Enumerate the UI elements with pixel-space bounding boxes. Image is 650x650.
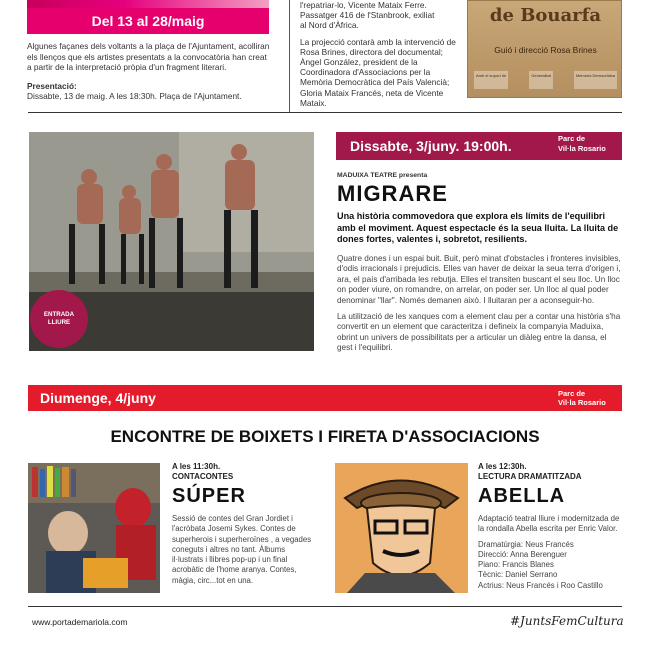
projection-line: l'repatriar-lo, Vicente Mataix Ferre. — [300, 0, 427, 10]
badge-line: ENTRADA — [43, 311, 75, 318]
badge-line: LLIURE — [47, 319, 71, 326]
venue-line: Parc de — [558, 389, 586, 398]
sunday-date: Diumenge, 4/juny — [40, 390, 156, 406]
event-title: ENCONTRE DE BOIXETS I FIRETA D'ASSOCIACIONS — [110, 427, 540, 446]
sunday-date-bar — [28, 385, 622, 411]
company-presents: MADUIXA TEATRE presenta — [337, 172, 428, 179]
migrare-date: Dissabte, 3/juny. 19:00h. — [350, 138, 512, 154]
abella-credit: Direcció: Anna Berenguer — [478, 549, 567, 559]
show-body — [337, 254, 622, 360]
sponsor-logo: Amb el suport de — [474, 71, 508, 89]
migrare-venue — [558, 134, 606, 154]
sunday-venue — [558, 389, 606, 407]
footer-url[interactable]: www.portademariola.com — [32, 617, 128, 627]
abella-illustration — [335, 463, 468, 593]
footer-divider — [28, 606, 622, 607]
presentation-label: Presentació: — [27, 80, 77, 91]
abella-title: ABELLA — [478, 485, 566, 507]
super-category: CONTACONTES — [172, 472, 234, 481]
footer-hashtag: #JuntsFemCultura — [510, 614, 624, 628]
venue-line: Vil·la Rosario — [558, 144, 606, 153]
projection-detail: La projecció contarà amb la intervenció de Rosa Brines, directora del documental; Àngel González, president de la Coordinadora d'Associacions per la Memòria Democràtica del País Valencià; Gloria Mataix Francés, neta de Vicente Mataix. — [300, 36, 456, 108]
super-body: Sessió de contes del Gran Jordiet i l'acròbata Josemi Sykes. Contes de superherois i superheroïnes , a vegades coneguts i altres no tant. Àlbums il·lustrats i llibres pop-up i un final acrobàtic de l'home aranya. Contes, màgia, circ...tot en una. — [172, 514, 312, 585]
exhibition-description: Algunes façanes dels voltants a la plaça de l'Ajuntament, acolliran els llenços que els artistes presentats a la convocatòria han creat a partir de la interpretació pròpia d'un fragment literari. — [27, 41, 270, 72]
show-lead: Una història commovedora que explora els límits de l'equilibri amb el moviment. Aquest espectacle és la seua lluita. La lluita de dones fortes, valentes i, sobretot, resilients. — [337, 211, 619, 245]
poster-title: de Bouarfa — [489, 5, 602, 26]
exhibition-text-block — [27, 41, 272, 102]
poster-logos — [474, 67, 617, 93]
free-entry-badge — [30, 290, 88, 348]
venue-line: Vil·la Rosario — [558, 398, 606, 407]
projection-line: al Nord d'Àfrica. — [300, 20, 359, 31]
show-paragraph: Quatre dones i un espai buit. Buit, però minat d'obstacles i fronteres invisibles, d'odis irracionals i prejudicis. Elles van haver de deixar la seua terra d'origen i, ara, el país d'arribada les rebutja. Elles el transiten buscant el seu lloc. Un lloc on poder viure, on romandre, on arrelar, on poder ser. Un lloc al qual poder denominar "llar". Només demanen això. I lluitaran per a aconseguir-ho. — [337, 254, 621, 305]
abella-credit: Actrius: Neus Francés i Roo Castillo — [478, 580, 603, 590]
abella-credit: Tècnic: Daniel Serrano — [478, 570, 558, 580]
abella-category: LECTURA DRAMATITZADA — [478, 472, 582, 481]
documentary-poster — [467, 0, 622, 98]
abella-credit: Dramatúrgia: Neus Francés — [478, 539, 574, 549]
exhibition-date-label: Del 13 al 28/maig — [27, 8, 269, 34]
abella-body — [478, 514, 623, 591]
sponsor-logo: Memòria Democràtica — [574, 71, 617, 89]
projection-text-block — [300, 0, 458, 108]
projection-line: Passatger 416 de l'Stanbrook, exiliat — [300, 10, 435, 21]
abella-time: A les 12:30h. — [478, 462, 527, 471]
show-paragraph: La utilització de les xanques com a element clau per a contar una història s'ha convertit en un element que caracteritza i defineix la companyia Maduixa, obrint un univers de possibilitats per a articular un diàleg entre la dansa, el gest i l'equilibri. — [337, 312, 621, 353]
column-divider — [289, 0, 290, 112]
venue-line: Parc de — [558, 134, 586, 143]
super-time: A les 11:30h. — [172, 462, 221, 471]
show-title: MIGRARE — [337, 181, 448, 206]
super-photo — [28, 463, 160, 593]
abella-credit: Piano: Francis Blanes — [478, 560, 554, 570]
section-divider — [28, 112, 622, 113]
presentation-detail: Dissabte, 13 de maig. A les 18:30h. Plaça de l'Ajuntament. — [27, 91, 242, 101]
poster-subtitle: Guió i direcció Rosa Brines — [494, 45, 597, 55]
abella-intro: Adaptació teatral lliure i modernitzada de la rondalla Abella escrita per Enric Valor. — [478, 514, 620, 534]
super-title: SÚPER — [172, 485, 246, 507]
sponsor-logo: Generalitat — [529, 71, 553, 89]
